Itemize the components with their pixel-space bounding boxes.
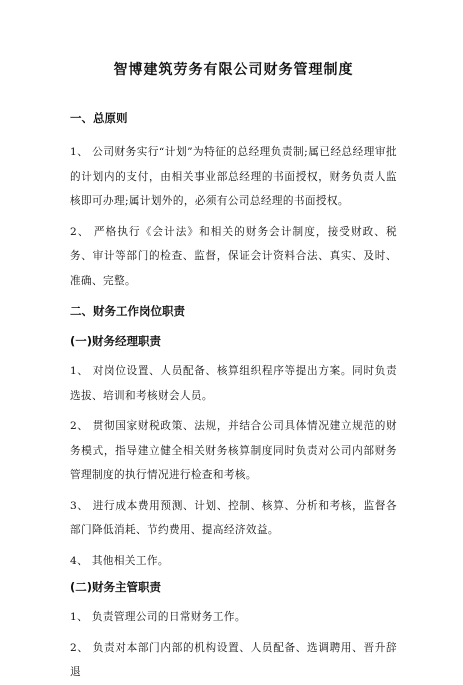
section-heading-general-principles: 一、总原则 — [70, 111, 128, 125]
paragraph: 1、 负责管理公司的日常财务工作。 — [70, 611, 246, 623]
paragraph: 3、 进行成本费用预测、计划、控制、核算、分析和考核，监督各部门降低消耗、节约费用、提高经济效益。 — [70, 499, 397, 536]
paragraph: 2、 负责对本部门内部的机构设置、人员配备、选调聘用、晋升辞退 — [70, 641, 397, 678]
subsection-heading-finance-supervisor: (二)财务主管职责 — [70, 580, 162, 594]
paragraph: 2、 严格执行《会计法》和相关的财务会计制度，接受财政、税务、审计等部门的检查、监督，保证会计资料合法、真实、及时、准确、完整。 — [70, 225, 397, 287]
section-heading-job-duties: 二、财务工作岗位职责 — [70, 304, 185, 318]
document-title: 智博建筑劳务有限公司财务管理制度 — [113, 62, 354, 78]
subsection-heading-finance-manager: (一)财务经理职责 — [70, 334, 162, 348]
paragraph: 2、 贯彻国家财税政策、法规，并结合公司具体情况建立规范的财务模式，指导建立健全相关财务核算制度同时负责对公司内部财务管理制度的执行情况进行检查和考核。 — [70, 420, 397, 481]
paragraph: 1、 公司财务实行“计划”为特征的总经理负责制;属已经总经理审批的计划内的支付，由相关事业部总经理的书面授权，财务负责人监核即可办理;属计划外的，必须有公司总经理的书面授权。 — [70, 146, 397, 207]
paragraph: 1、 对岗位设置、人员配备、核算组织程序等提出方案。同时负责选拔、培训和考核财会人员。 — [70, 365, 397, 402]
paragraph: 4、 其他相关工作。 — [70, 554, 169, 567]
